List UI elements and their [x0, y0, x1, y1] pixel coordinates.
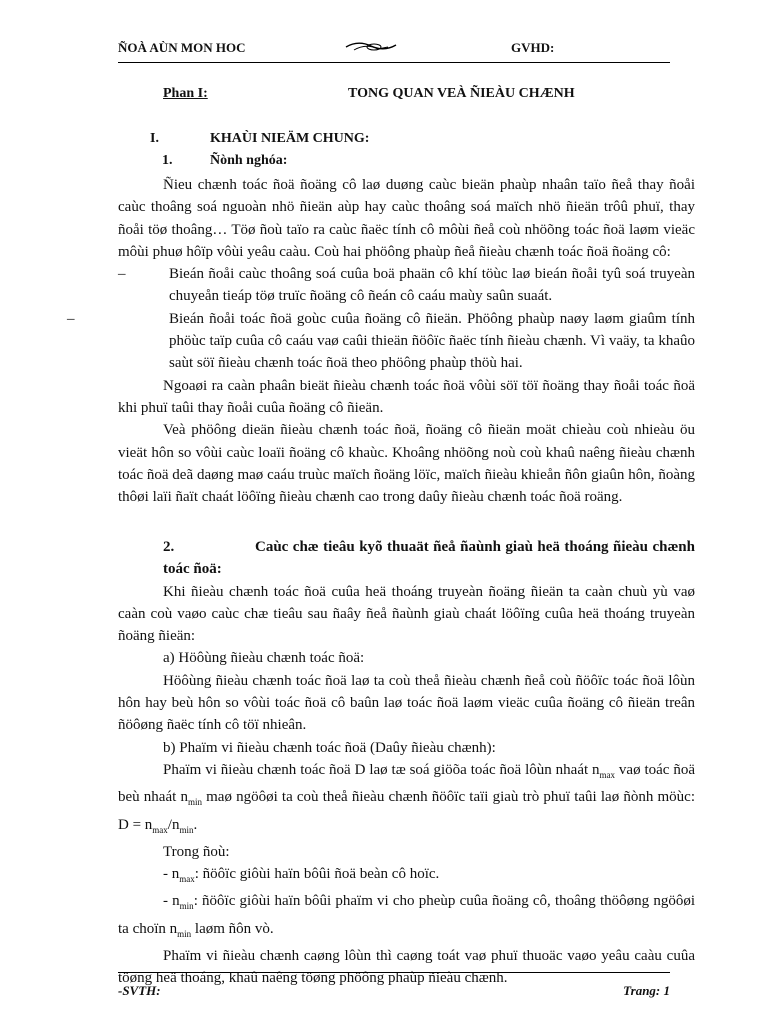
- header-course: ÑOÀ AÙN MON HOC: [118, 40, 246, 55]
- list-item-text: Bieán ñoåi caùc thoâng soá cuûa boä phaän cô khí töùc laø bieán ñoåi tyû soá truyeàn chuyeån tieáp töø truïc ñoäng cô ñeán cô caáu maùy saûn suaát.: [169, 266, 695, 305]
- section-number: I.: [150, 131, 159, 146]
- text-run: laøm ñôn vò.: [191, 920, 274, 937]
- text-run: - n: [163, 893, 180, 910]
- dash-marker: –: [67, 310, 75, 327]
- paragraph: Veà phöông dieän ñieàu chænh toác ñoä, ñoäng cô ñieän moät chieàu coù nhieàu öu vieät hôn so vôùi caùc loaïi ñoäng cô khaùc. Khoâng nhöõng noù coù khaû naêng ñieàu chænh toác ñoä deã daøng maø caáu truùc maïch ñoäng löïc, maïch ñieàu khieån ñôn giaûn hôn, ñoàng thôøi laïi ñaït chaát löôïng ñieàu chænh cao trong daûy ñieàu chænh toác ñoä roäng.: [118, 422, 695, 506]
- paragraph: Khi ñieàu chænh toác ñoä cuûa heä thoáng truyeàn ñoäng ñieän ta caàn chuù yù vaø caàn coù vaøo caùc chæ tieâu sau ñaây ñeå ñaùnh giaù chaát löôïng cuûa heä thoáng truyeàn ñoäng ñieän:: [118, 583, 695, 645]
- part-title: [163, 86, 663, 102]
- text-run: .: [193, 816, 198, 833]
- part-heading: TONG QUAN VEÀ ÑIEÀU CHÆNH: [348, 86, 575, 101]
- footer-student: -SVTH:: [118, 983, 161, 998]
- subsection-heading: Ñònh nghóa:: [210, 153, 288, 168]
- text-run: : ñöôïc giôùi haïn bôûi phaïm vi cho pheùp cuûa ñoäng cô, thoâng thöôøng ngöôøi ta choïn n: [118, 893, 695, 937]
- item-a-title: a) Höôùng ñieàu chænh toác ñoä:: [163, 650, 365, 667]
- subscript: min: [187, 797, 202, 808]
- paragraph: Ngoaøi ra caàn phaân bieät ñieàu chænh toác ñoä vôùi söï töï ñoäng thay ñoåi toác ñoä khi phuï taûi thay ñoåi cuûa ñoäng cô ñieän.: [118, 377, 695, 416]
- part-number: Phan I:: [163, 86, 208, 101]
- list-item: [67, 308, 695, 375]
- where-label: Trong ñoù:: [163, 843, 230, 860]
- section-heading: KHAÙI NIEÄM CHUNG:: [210, 131, 370, 146]
- list-item-text: Bieán ñoåi toác ñoä goùc cuûa ñoäng cô ñieän. Phöông phaùp naøy laøm giaûm tính phöùc taïp cuûa cô caáu vaø caûi thieän ñöôïc ñaëc tính ñieàu chænh. Vì vaäy, ta khaûo saùt söï ñieàu chænh toác ñoä theo phöông phaùp thöù hai.: [169, 310, 695, 372]
- body-block-2: [118, 536, 695, 990]
- page-footer: [118, 983, 670, 999]
- subscript: min: [179, 824, 194, 835]
- list-item: [118, 263, 695, 308]
- subsection-number: 1.: [162, 153, 173, 168]
- text-run: : ñöôïc giôùi haïn bôûi ñoä beàn cô hoïc.: [194, 866, 440, 883]
- footer-rule: [118, 972, 670, 973]
- item-b-text: [118, 759, 695, 841]
- pen-ornament-icon: [344, 38, 398, 56]
- item-a-text: Höôùng ñieàu chænh toác ñoä laø ta coù theå ñieàu chænh ñeå coù ñöôïc toác ñoä lôùn hôn hay beù hôn so vôùi toác ñoä cô baûn laø toác ñoä laøm vieäc cuûa ñoäng cô ñieän treân ñöôøng ñaëc tính cô töï nhieân.: [118, 672, 695, 734]
- text-run: Phaïm vi ñieàu chænh toác ñoä D laø tæ soá giöõa toác ñoä lôùn nhaát n: [163, 761, 600, 778]
- header-rule: [118, 62, 670, 63]
- subsection-2-number: 2.: [163, 539, 175, 555]
- body-block-1: [67, 174, 695, 508]
- subscript: max: [179, 874, 195, 885]
- paragraph: Ñieu chænh toác ñoä ñoäng cô laø duøng caùc bieän phaùp nhaân taïo ñeå thay ñoåi caùc thoâng soá nguoàn nhö ñieän aùp hay caùc thoâng soá maïch nhö ñieän trôû phuï, thay ñoåi töø thoâng… Töø ñoù taïo ra caùc ñaëc tính cô môùi ñeå coù nhöõng toác ñoä laøm vieäc môùi phuø hôïp vôùi yeâu caàu. Coù hai phöông phaùp ñeå ñieàu chænh toác ñoä ñoäng cô:: [118, 177, 695, 260]
- subscript: max: [152, 824, 168, 835]
- subscript: max: [599, 769, 616, 780]
- subscript: min: [179, 901, 194, 912]
- item-b-title: b) Phaïm vi ñieàu chænh toác ñoä (Daûy ñieàu chænh):: [163, 739, 496, 756]
- nmax-line: [118, 863, 695, 890]
- dash-marker: –: [118, 266, 126, 283]
- text-run: /n: [167, 816, 180, 833]
- subsection-2-heading: [118, 536, 695, 581]
- text-run: - n: [163, 866, 180, 883]
- page-header: [118, 40, 670, 62]
- paragraph: Phaïm vi ñieàu chænh caøng lôùn thì caøng toát vaø phuï thuoäc vaøo yeâu caàu cuûa töøng heä thoáng, khaû naêng töøng phöông phaùp ñieàu chænh.: [118, 948, 695, 987]
- text-run: vaø toác ñoä beù nhaát n: [118, 761, 695, 806]
- subscript: min: [177, 928, 192, 939]
- text-run: maø ngöôøi ta coù theå ñieàu chænh ñöôïc taïi giaù trò phuï taûi laø ñònh möùc: D = n: [118, 789, 695, 833]
- subsection-2-label: Caùc chæ tieâu kyõ thuaät ñeå ñaùnh giaù heä thoáng ñieàu chænh toác ñoä:: [163, 539, 695, 578]
- nmin-line: [118, 890, 695, 945]
- header-instructor: GVHD:: [511, 40, 555, 55]
- page-number: Trang: 1: [623, 983, 670, 998]
